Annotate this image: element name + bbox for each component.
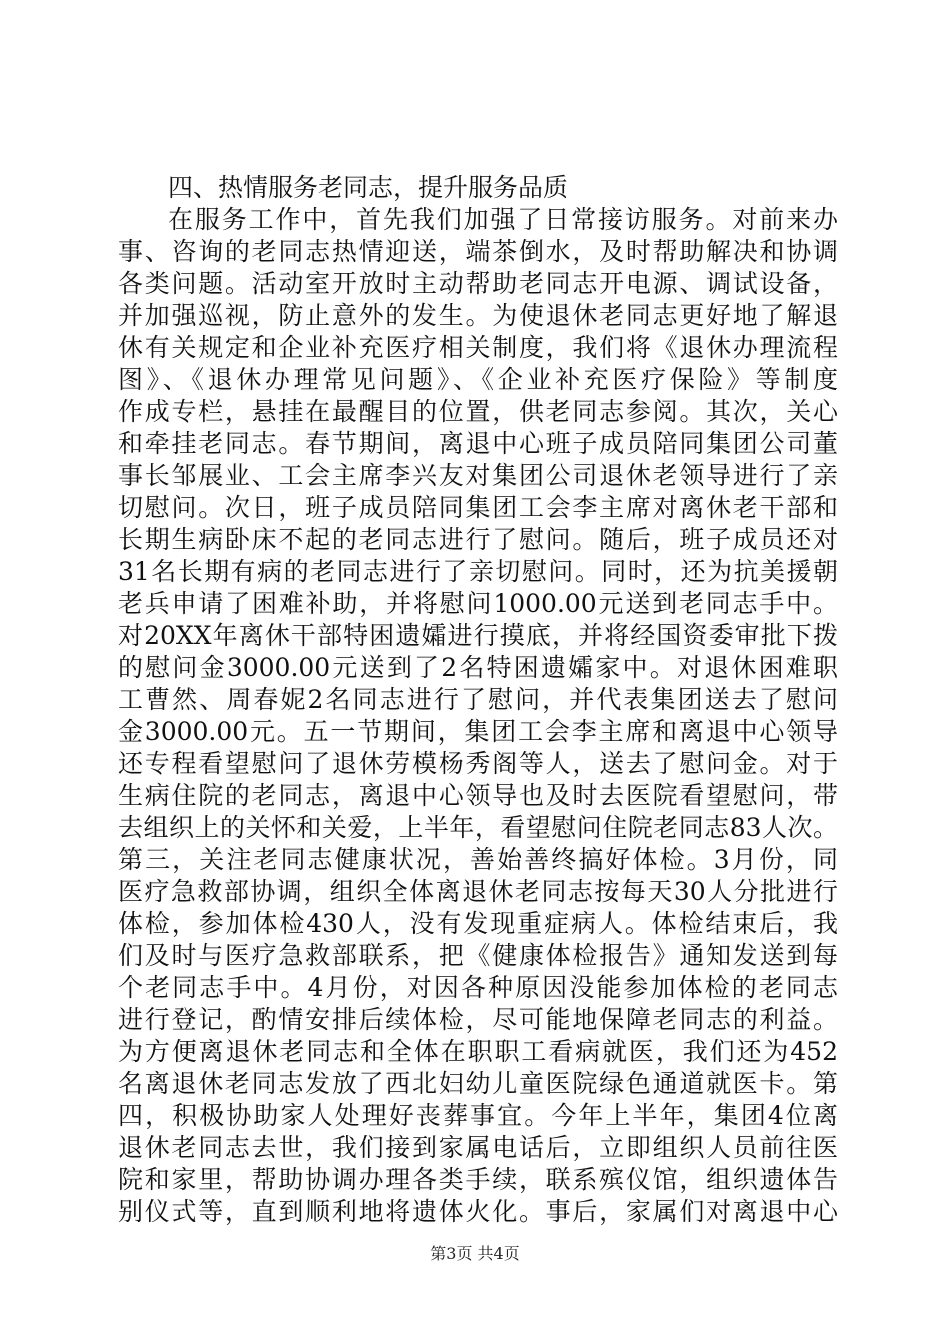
paragraph	[118, 204, 838, 1228]
text-line: 名离退休老同志发放了西北妇幼儿童医院绿色通道就医卡。第	[118, 1069, 838, 1098]
section-heading: 四、热情服务老同志，提升服务品质	[168, 173, 569, 202]
text-line: 图》、《退休办理常见问题》、《企业补充医疗保险》等制度	[118, 365, 838, 394]
page-number: 第3页 共4页	[430, 1244, 520, 1263]
text-line: 老兵申请了困难补助，并将慰问1000.00元送到老同志手中。	[118, 589, 838, 618]
text-line: 长期生病卧床不起的老同志进行了慰问。随后，班子成员还对	[118, 525, 838, 554]
text-line: 31名长期有病的老同志进行了亲切慰问。同时，还为抗美援朝	[118, 557, 838, 586]
text-line: 事长邹展业、工会主席李兴友对集团公司退休老领导进行了亲	[118, 461, 838, 490]
text-line: 作成专栏，悬挂在最醒目的位置，供老同志参阅。其次，关心	[118, 397, 838, 426]
text-line: 并加强巡视，防止意外的发生。为使退休老同志更好地了解退	[118, 301, 838, 330]
text-line: 院和家里，帮助协调办理各类手续，联系殡仪馆，组织遗体告	[118, 1165, 838, 1194]
document-body	[118, 172, 838, 1228]
text-line: 对20XX年离休干部特困遗孀进行摸底，并将经国资委审批下拨	[118, 621, 838, 650]
text-line: 进行登记，酌情安排后续体检，尽可能地保障老同志的利益。	[118, 1005, 838, 1034]
text-line: 去组织上的关怀和关爱，上半年，看望慰问住院老同志83人次。	[118, 813, 838, 842]
text-line: 生病住院的老同志，离退中心领导也及时去医院看望慰问，带	[118, 781, 838, 810]
text-line: 和牵挂老同志。春节期间，离退中心班子成员陪同集团公司董	[118, 429, 838, 458]
text-line: 休有关规定和企业补充医疗相关制度，我们将《退休办理流程	[118, 333, 838, 362]
text-line: 四，积极协助家人处理好丧葬事宜。今年上半年，集团4位离	[118, 1101, 838, 1130]
text-line: 还专程看望慰问了退休劳模杨秀阁等人，送去了慰问金。对于	[118, 749, 838, 778]
text-line: 事、咨询的老同志热情迎送，端茶倒水，及时帮助解决和协调	[118, 237, 838, 266]
text-line: 退休老同志去世，我们接到家属电话后，立即组织人员前往医	[118, 1133, 838, 1162]
text-line: 第三，关注老同志健康状况，善始善终搞好体检。3月份，同	[118, 845, 838, 874]
text-line: 工曹然、周春妮2名同志进行了慰问，并代表集团送去了慰问	[118, 685, 838, 714]
text-line: 金3000.00元。五一节期间，集团工会李主席和离退中心领导	[118, 717, 838, 746]
text-line: 们及时与医疗急救部联系，把《健康体检报告》通知发送到每	[118, 941, 838, 970]
text-line: 医疗急救部协调，组织全体离退休老同志按每天30人分批进行	[118, 877, 838, 906]
text-line: 切慰问。次日，班子成员陪同集团工会李主席对离休老干部和	[118, 493, 838, 522]
text-line: 在服务工作中，首先我们加强了日常接访服务。对前来办	[168, 205, 838, 234]
text-line: 个老同志手中。4月份，对因各种原因没能参加体检的老同志	[118, 973, 838, 1002]
text-line: 体检，参加体检430人，没有发现重症病人。体检结束后，我	[118, 909, 838, 938]
text-line: 各类问题。活动室开放时主动帮助老同志开电源、调试设备，	[118, 269, 838, 298]
text-line: 为方便离退休老同志和全体在职职工看病就医，我们还为452	[118, 1037, 838, 1066]
text-line: 别仪式等，直到顺利地将遗体火化。事后，家属们对离退中心	[118, 1197, 838, 1226]
text-line: 的慰问金3000.00元送到了2名特困遗孀家中。对退休困难职	[118, 653, 838, 682]
